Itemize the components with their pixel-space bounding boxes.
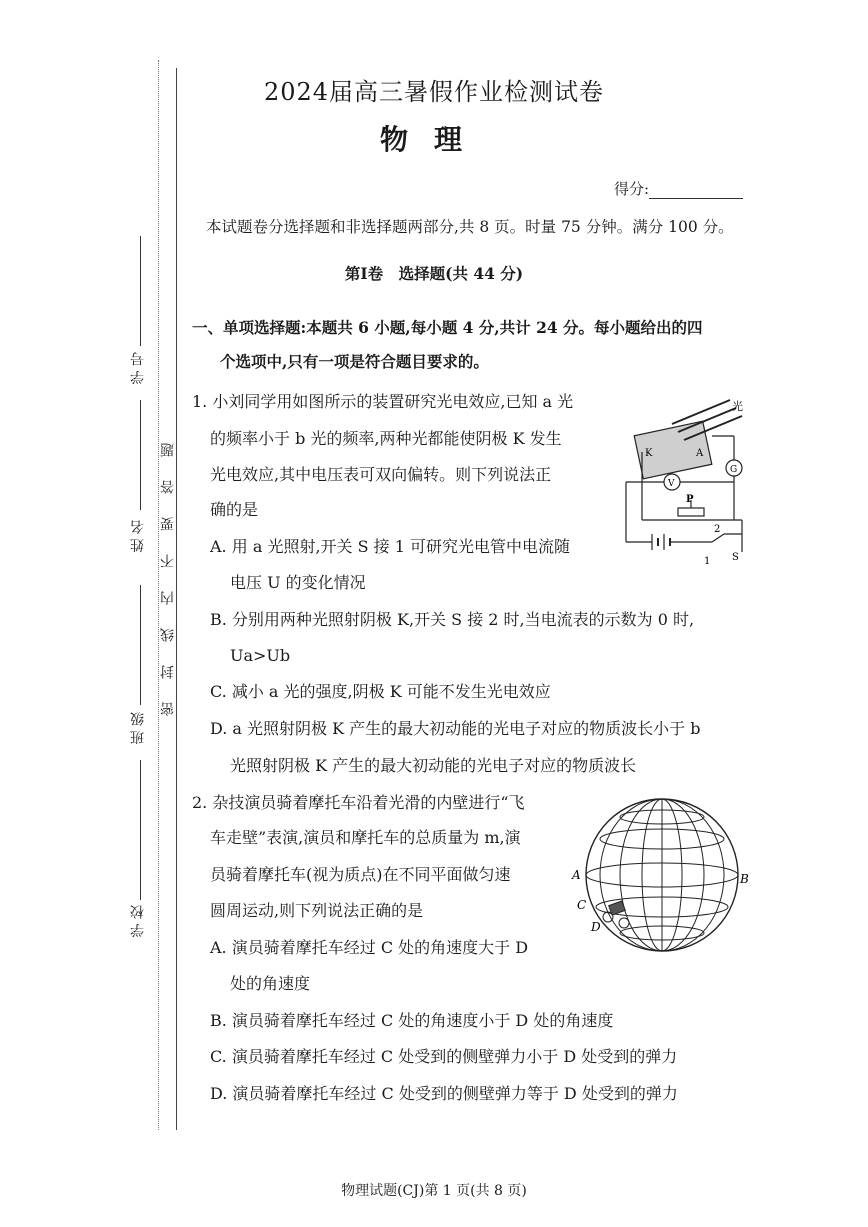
q1-stem: 确的是 [210,500,259,519]
score-blank[interactable] [649,182,743,199]
point-a-label: A [572,868,581,882]
galvanometer-label: G [730,465,738,475]
q1-option-c: C. 减小 a 光的强度,阴极 K 可能不发生光电效应 [210,682,551,701]
score-label: 得分: [614,180,650,198]
seal-warning: 密封线内不要答题 [160,420,176,716]
q2-option-a: 处的角速度 [230,974,311,993]
q1-option-d: D. a 光照射阴极 K 产生的最大初动能的光电子对应的物质波长小于 b [210,719,701,738]
page-footer: 物理试题(CJ)第 1 页(共 8 页) [341,1183,527,1199]
id-label: 学 号 [130,352,146,385]
school-label: 学 校 [130,905,146,938]
section-instruction: 一、单项选择题:本题共 6 小题,每小题 4 分,共计 24 分。每小题给出的四 [192,318,703,337]
q2-option-b: B. 演员骑着摩托车经过 C 处的角速度小于 D 处的角速度 [210,1011,614,1030]
q2-stem: 员骑着摩托车(视为质点)在不同平面做匀速 [210,865,511,884]
section-title: 第Ⅰ卷 选择题(共 44 分) [344,264,524,283]
q2-option-c: C. 演员骑着摩托车经过 C 处受到的侧壁弹力小于 D 处受到的弹力 [210,1047,678,1066]
q1-stem: 光电效应,其中电压表可双向偏转。则下列说法正 [210,465,552,484]
school-blank[interactable] [140,760,141,900]
class-blank[interactable] [140,585,141,705]
q1-stem: 1. 小刘同学用如图所示的装置研究光电效应,已知 a 光 [192,392,574,411]
q2-stem: 圆周运动,则下列说法正确的是 [210,901,424,920]
subject-title: 物理 [379,123,488,156]
q2-option-d: D. 演员骑着摩托车经过 C 处受到的侧壁弹力等于 D 处受到的弹力 [210,1084,678,1103]
exam-intro: 本试题卷分选择题和非选择题两部分,共 8 页。时量 75 分钟。满分 100 分。 [206,218,734,236]
voltmeter-label: V [668,479,675,489]
point-b-label: B [740,872,749,886]
switch-pos-1-label: 1 [704,556,711,567]
q1-option-b: B. 分别用两种光照射阴极 K,开关 S 接 2 时,当电流表的示数为 0 时, [210,610,695,629]
q1-option-a: A. 用 a 光照射,开关 S 接 1 可研究光电管中电流随 [210,537,571,556]
exam-title: 2024届高三暑假作业检测试卷 [263,78,605,106]
class-label: 班 级 [130,712,146,745]
q1-stem: 的频率小于 b 光的频率,两种光都能使阴极 K 发生 [210,429,562,448]
light-label: 光 [732,400,743,413]
q1-option-a: 电压 U 的变化情况 [230,573,366,592]
photoelectric-circuit-figure [612,392,752,572]
q2-stem: 车走壁”表演,演员和摩托车的总质量为 m,演 [210,828,521,847]
switch-pos-2-label: 2 [714,524,721,535]
q1-option-b: Ua>Ub [230,646,291,665]
globe-stunt-figure [570,795,755,955]
slider-p-label: P [686,494,694,505]
id-blank[interactable] [140,236,141,346]
q1-option-d: 光照射阴极 K 产生的最大初动能的光电子对应的物质波长 [230,756,637,775]
name-label: 姓 名 [130,520,146,553]
q2-stem: 2. 杂技演员骑着摩托车沿着光滑的内壁进行“飞 [192,793,525,812]
point-d-label: D [591,920,601,934]
q2-option-a: A. 演员骑着摩托车经过 C 处的角速度大于 D [210,938,529,957]
cathode-k-label: K [645,448,653,459]
switch-s-label: S [732,552,739,563]
anode-a-label: A [696,448,704,459]
name-blank[interactable] [140,400,141,510]
section-instruction: 个选项中,只有一项是符合题目要求的。 [220,352,489,371]
score-field [614,178,743,199]
point-c-label: C [577,898,587,912]
